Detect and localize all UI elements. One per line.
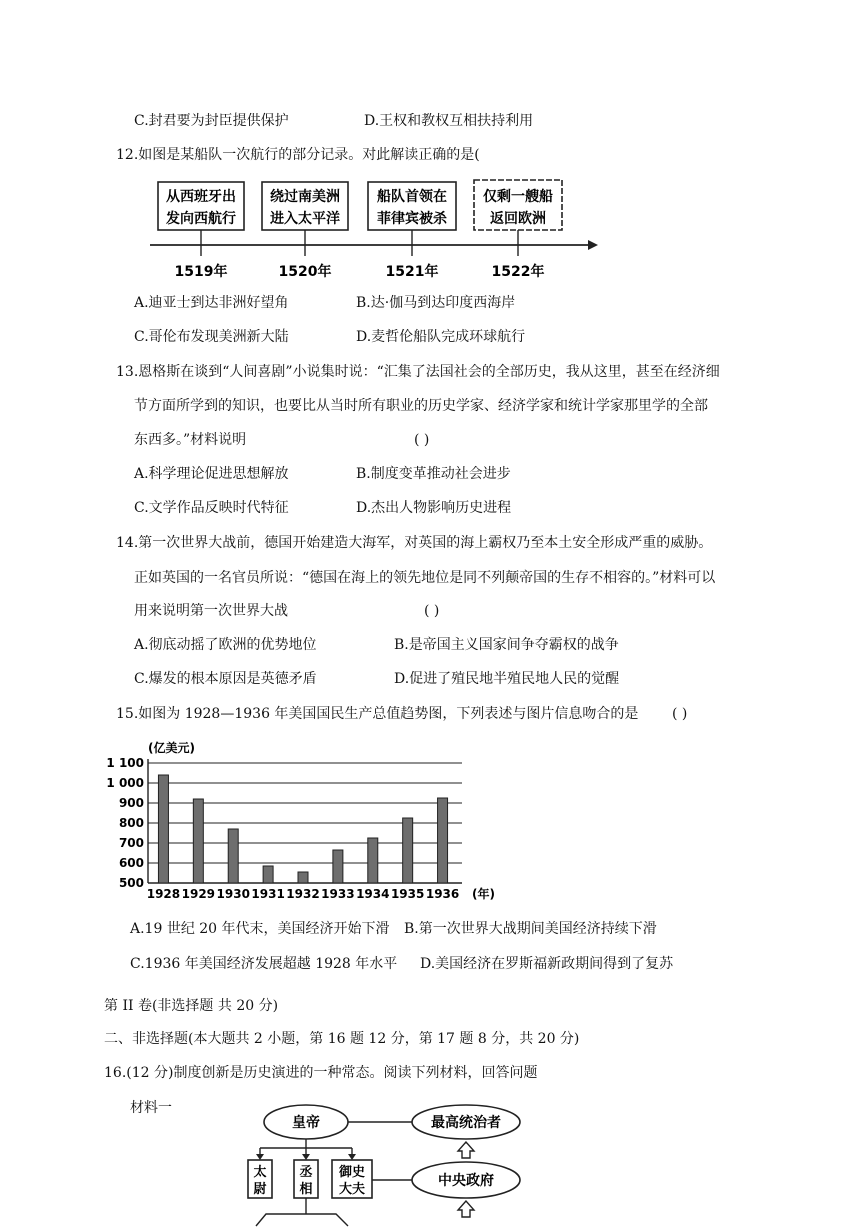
- q15-stem: 15.如图为 1928—1936 年美国国民生产总值趋势图，下列表述与图片信息吻合的是: [116, 706, 639, 722]
- q13-option-d: D.杰出人物影响历史进程: [356, 500, 512, 516]
- q14-line-1: 14.第一次世界大战前，德国开始建造大海军，对英国的海上霸权乃至本土安全形成严重的威胁。: [116, 535, 713, 551]
- gnp-bar-chart: [104, 736, 504, 904]
- chart-x-tick-label: 1929: [181, 887, 216, 901]
- q13-line-2: 节方面所学到的知识，也要比从当时所有职业的历史学家、经济学家和统计学家那里学的全部: [134, 398, 708, 414]
- svg-text:仅剩一艘船: 仅剩一艘船: [483, 189, 553, 205]
- svg-text:御史: 御史: [338, 1165, 366, 1180]
- q13-line-3: 东西多。”材料说明: [134, 432, 247, 448]
- svg-text:船队首领在: 船队首领在: [377, 189, 447, 205]
- chart-bar: [298, 872, 308, 883]
- qin-government-diagram: [236, 1102, 576, 1227]
- q11-option-c: C.封君要为封臣提供保护: [134, 113, 289, 129]
- chart-x-tick-label: 1934: [356, 887, 390, 901]
- timeline-year-4: 1522年: [491, 264, 545, 280]
- q13-answer-paren: ( ): [414, 432, 430, 448]
- q14-answer-paren: ( ): [424, 603, 440, 619]
- chart-y-tick-label: 900: [118, 796, 144, 810]
- svg-text:丞: 丞: [299, 1165, 313, 1180]
- chart-bar: [193, 799, 203, 883]
- timeline-year-2: 1520年: [278, 264, 332, 280]
- q16-stem: 16.(12 分)制度创新是历史演进的一种常态。阅读下列材料，回答问题: [104, 1065, 538, 1081]
- part2-section-heading: 二、非选择题(本大题共 2 小题，第 16 题 12 分，第 17 题 8 分，共 20 分): [104, 1031, 580, 1047]
- q16-material-1-label: 材料一: [130, 1100, 172, 1116]
- timeline-year-1: 1519年: [174, 264, 228, 280]
- q15-option-b: B.第一次世界大战期间美国经济持续下滑: [404, 921, 657, 937]
- chart-x-axis-label: (年): [472, 887, 495, 901]
- chart-bar: [228, 829, 238, 883]
- chart-y-tick-label: 600: [118, 856, 144, 870]
- q13-line-1: 13.恩格斯在谈到“人间喜剧”小说集时说：“汇集了法国社会的全部历史，我从这里，甚至在经济细: [116, 364, 720, 380]
- chart-y-tick-label: 1 100: [106, 756, 144, 770]
- q15-option-a: A.19 世纪 20 年代末，美国经济开始下滑: [130, 921, 390, 937]
- svg-text:最高统治者: 最高统治者: [431, 1115, 501, 1131]
- q12-timeline: [148, 176, 608, 286]
- q14-option-b: B.是帝国主义国家间争夺霸权的战争: [394, 637, 619, 653]
- chart-x-tick-label: 1930: [216, 887, 250, 901]
- q14-option-c: C.爆发的根本原因是英德矛盾: [134, 671, 317, 687]
- chart-y-tick-label: 800: [118, 816, 144, 830]
- chart-bar: [333, 850, 343, 883]
- timeline-box-4: [474, 180, 562, 230]
- q14-line-3: 用来说明第一次世界大战: [134, 603, 288, 619]
- svg-text:进入太平洋: 进入太平洋: [270, 211, 340, 227]
- timeline-box-3: [368, 182, 456, 230]
- q15-option-c: C.1936 年美国经济发展超越 1928 年水平: [130, 956, 398, 972]
- q12-option-a: A.迪亚士到达非洲好望角: [134, 295, 289, 311]
- chart-bar: [263, 866, 273, 883]
- q12-stem: 12.如图是某船队一次航行的部分记录。对此解读正确的是(: [116, 147, 480, 163]
- chart-x-tick-label: 1935: [390, 887, 425, 901]
- q14-option-d: D.促进了殖民地半殖民地人民的觉醒: [394, 671, 620, 687]
- q12-option-b: B.达·伽马到达印度西海岸: [356, 295, 516, 311]
- chart-x-tick-label: 1933: [321, 887, 355, 901]
- chart-bar: [438, 798, 448, 883]
- svg-text:返回欧洲: 返回欧洲: [490, 211, 546, 227]
- chart-y-tick-label: 500: [118, 876, 144, 890]
- chart-y-axis-label: (亿美元): [148, 741, 195, 755]
- q13-option-a: A.科学理论促进思想解放: [134, 466, 289, 482]
- svg-text:从西班牙出: 从西班牙出: [166, 189, 236, 205]
- chart-y-tick-label: 1 000: [106, 776, 144, 790]
- q15-answer-paren: ( ): [672, 706, 688, 722]
- chart-x-tick-label: 1932: [286, 887, 320, 901]
- svg-text:皇帝: 皇帝: [292, 1115, 320, 1131]
- chart-bar: [158, 775, 168, 883]
- chart-bar: [403, 818, 413, 883]
- q15-option-d: D.美国经济在罗斯福新政期间得到了复苏: [420, 956, 674, 972]
- chart-x-tick-label: 1928: [146, 887, 181, 901]
- timeline-box-2: [262, 182, 348, 230]
- svg-text:大夫: 大夫: [338, 1182, 366, 1197]
- q14-line-2: 正如英国的一名官员所说：“德国在海上的领先地位是同不列颠帝国的生存不相容的。”材料可以: [134, 570, 716, 586]
- up-arrow-icon: [458, 1142, 474, 1158]
- part2-title: 第 II 卷(非选择题 共 20 分): [104, 998, 279, 1014]
- chart-y-tick-label: 700: [118, 836, 144, 850]
- q13-option-c: C.文学作品反映时代特征: [134, 500, 289, 516]
- chart-x-tick-label: 1936: [425, 887, 460, 901]
- timeline-year-3: 1521年: [385, 264, 439, 280]
- svg-text:太: 太: [253, 1165, 267, 1180]
- q11-option-d: D.王权和教权互相扶持利用: [364, 113, 534, 129]
- q12-option-d: D.麦哲伦船队完成环球航行: [356, 329, 526, 345]
- svg-text:菲律宾被杀: 菲律宾被杀: [377, 211, 447, 227]
- svg-text:绕过南美洲: 绕过南美洲: [270, 189, 340, 205]
- svg-text:中央政府: 中央政府: [438, 1173, 494, 1189]
- q13-option-b: B.制度变革推动社会进步: [356, 466, 511, 482]
- svg-text:相: 相: [299, 1182, 313, 1197]
- q12-option-c: C.哥伦布发现美洲新大陆: [134, 329, 289, 345]
- q14-option-a: A.彻底动摇了欧洲的优势地位: [134, 637, 317, 653]
- svg-text:发向西航行: 发向西航行: [166, 211, 236, 227]
- timeline-box-1: [158, 182, 244, 230]
- chart-bar: [368, 838, 378, 883]
- chart-x-tick-label: 1931: [251, 887, 285, 901]
- up-arrow-icon: [458, 1201, 474, 1217]
- svg-text:尉: 尉: [253, 1182, 267, 1197]
